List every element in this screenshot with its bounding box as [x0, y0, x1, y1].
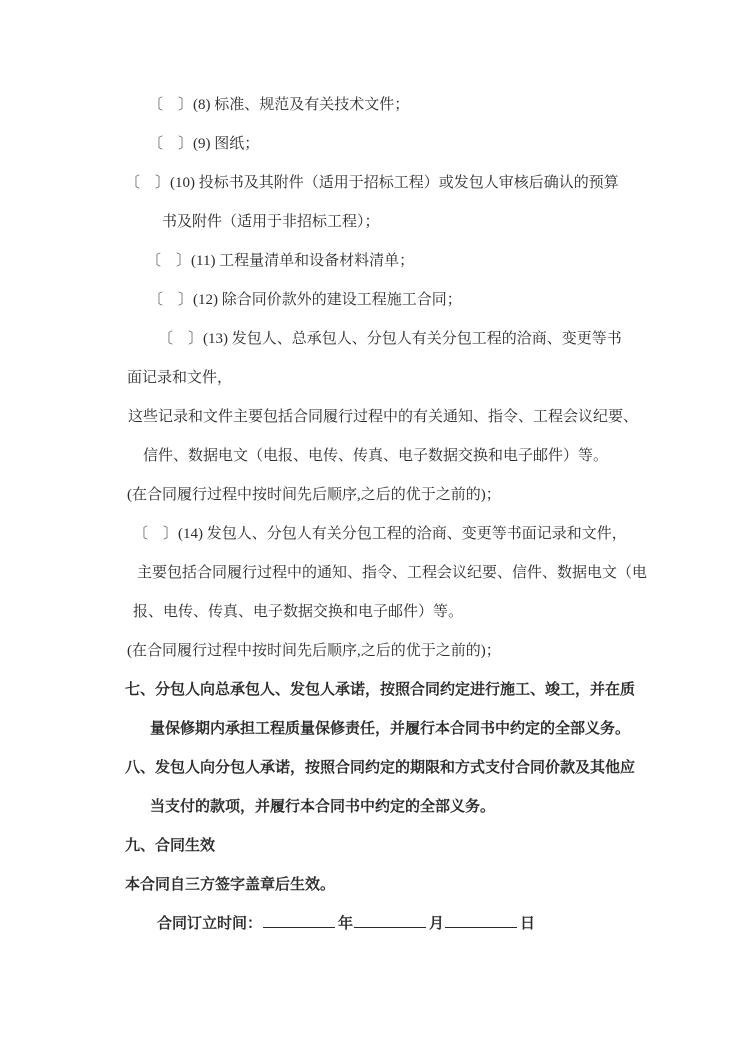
month-label: 月 [429, 916, 445, 932]
records-note-line-2: 信件、数据电文（电报、电传、传真、电子数据交换和电子邮件）等。 [143, 448, 609, 464]
contract-date-line [0, 905, 744, 944]
clause-8-line-2: 当支付的款项，并履行本合同书中约定的全部义务。 [150, 799, 496, 815]
item-8-line: 〔 〕(8) 标准、规范及有关技术文件； [148, 97, 410, 113]
item-12-line: 〔 〕(12) 除合同价款外的建设工程施工合同； [148, 292, 462, 308]
year-label: 年 [338, 916, 354, 932]
year-blank-field [263, 912, 335, 928]
item-10-line-2: 书及附件（适用于非招标工程）； [162, 214, 380, 230]
priority-note-line-1: (在合同履行过程中按时间先后顺序,之后的优于之前的)； [127, 487, 501, 503]
day-blank-field [445, 912, 517, 928]
item-9-line: 〔 〕(9) 图纸； [148, 136, 260, 152]
item-14-line-1: 〔 〕(14) 发包人、分包人有关分包工程的洽商、变更等书面记录和文件， [133, 526, 627, 542]
item-11-line: 〔 〕(11) 工程量清单和设备材料清单； [146, 253, 415, 269]
contract-date-label: 合同订立时间： [157, 916, 263, 932]
item-13-line-2: 面记录和文件， [127, 370, 233, 386]
records-note-line-1: 这些记录和文件主要包括合同履行过程中的有关通知、指令、工程会议纪要、 [128, 409, 639, 425]
item-14-line-3: 报、电传、传真、电子数据交换和电子邮件）等。 [133, 604, 464, 620]
month-blank-field [354, 912, 426, 928]
priority-note-line-2: (在合同履行过程中按时间先后顺序,之后的优于之前的)； [127, 643, 501, 659]
day-label: 日 [520, 916, 536, 932]
clause-8-line-1: 八、发包人向分包人承诺，按照合同约定的期限和方式支付合同价款及其他应 [125, 760, 636, 776]
effectiveness-statement: 本合同自三方签字盖章后生效。 [125, 877, 336, 893]
item-10-line-1: 〔 〕(10) 投标书及其附件（适用于招标工程）或发包人审核后确认的预算 [125, 175, 619, 191]
clause-9-heading: 九、合同生效 [125, 838, 216, 854]
clause-7-line-2: 量保修期内承担工程质量保修责任，并履行本合同书中约定的全部义务。 [150, 721, 631, 737]
clause-7-line-1: 七、分包人向总承包人、发包人承诺，按照合同约定进行施工、竣工，并在质 [125, 682, 636, 698]
item-14-line-2: 主要包括合同履行过程中的通知、指令、工程会议纪要、信件、数据电文（电 [137, 565, 648, 581]
item-13-line-1: 〔 〕(13) 发包人、总承包人、分包人有关分包工程的洽商、变更等书 [158, 331, 622, 347]
